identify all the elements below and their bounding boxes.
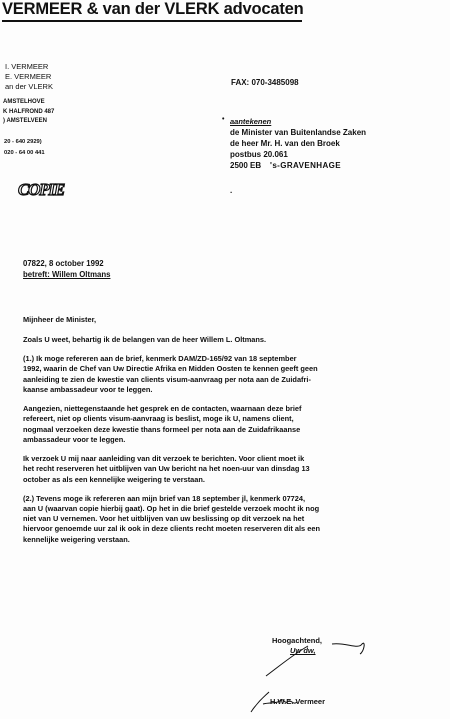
addressee-line: postbus 20.061 — [230, 150, 288, 159]
addressee-block — [230, 116, 366, 171]
subject-line: betreft: Willem Oltmans — [23, 269, 111, 279]
address-line: ) AMSTELVEEN — [3, 118, 48, 124]
addressee-postcode: 2500 EB — [230, 161, 262, 170]
signer-name: H.W.E. Vermeer — [270, 697, 326, 706]
registered-mail-label: aantekenen — [230, 117, 272, 126]
paragraph-1-line: kaanse ambassadeur voor te leggen. — [23, 384, 153, 394]
fax-number: FAX: 070-3485098 — [231, 78, 299, 87]
paragraph-1-line: (1.) Ik moge refereren aan de brief, kenmerk DAM/ZD-165/92 van 18 september — [23, 354, 297, 364]
closing-yours: Uw dw, — [290, 646, 316, 655]
addressee-line: de Minister van Buitenlandse Zaken — [230, 128, 367, 137]
addressee-line: de heer Mr. H. van den Broek — [230, 139, 340, 148]
firm-name: VERMEER & van der VLERK advocaten — [2, 0, 304, 18]
paragraph-4-line: (2.) Tevens moge ik refereren aan mijn brief van 18 september jl, kenmerk 07724, — [23, 494, 306, 504]
lawyer-name: I. VERMEER — [5, 62, 49, 71]
paragraph-4-line: aan U (waarvan copie hierbij gaat). Op het in die brief gestelde verzoek mocht ik nog — [23, 504, 320, 514]
reference-number-date: 07822, 8 october 1992 — [23, 259, 104, 268]
paragraph-4-line: kennelijke weigering verstaan. — [23, 534, 130, 544]
addressee-city-line — [230, 160, 366, 171]
bullet-mark: • — [222, 116, 225, 123]
lawyer-name: an der VLERK — [5, 81, 53, 91]
paragraph-1-line: aanleiding te zien de kwestie van clients visum-aanvraag per nota aan de Zuidafri- — [23, 374, 311, 384]
phone-numbers — [4, 137, 45, 158]
reference-block — [23, 259, 110, 280]
lawyer-name: E. VERMEER — [5, 71, 52, 81]
address-line: AMSTELHOVE — [3, 99, 45, 105]
letterhead-rule — [2, 20, 302, 22]
addressee-city: 's-GRAVENHAGE — [270, 161, 341, 170]
signature-stroke — [262, 640, 382, 680]
paragraph-2-line: refereert, niet op clients visum-aanvraag is beslist, moge ik U, namens client, — [23, 414, 294, 424]
phone-line: 020 - 64 00 441 — [4, 149, 45, 156]
lawyer-names — [5, 62, 53, 91]
intro-sentence: Zoals U weet, behartig ik de belangen van de heer Willem L. Oltmans. — [23, 334, 267, 344]
paragraph-3-line: Ik verzoek U mij naar aanleiding van dit verzoek te berichten. Voor client moet ik — [23, 454, 305, 464]
paragraph-4-line: hiervoor genoemde uur zal ik ook in deze clients recht moeten reserveren dit als een — [23, 524, 320, 534]
paragraph-2-line: Aangezien, niettegenstaande het gesprek en de contacten, waarnaan deze brief — [23, 404, 302, 414]
phone-line: 20 - 640 2929) — [4, 139, 42, 145]
salutation: Mijnheer de Minister, — [23, 315, 97, 324]
paragraph-3-line: het recht reserveren het uitblijven van Uw bericht na het noen-uur van dinsdag 13 — [23, 464, 310, 474]
paragraph-4-line: niet van U vernemen. Voor het uitblijven van uw beslissing op dit verzoek na het — [23, 514, 305, 524]
closing-greeting: Hoogachtend, — [272, 636, 322, 645]
dot-mark: · — [230, 188, 233, 197]
letter-body — [23, 315, 450, 545]
address-line: K HALFROND 487 — [3, 108, 55, 115]
paragraph-2-line: nogmaal verzoeken deze kwestie thans formeel per nota aan de Zuidafrikaanse — [23, 424, 301, 434]
copy-stamp: COPIE — [18, 180, 64, 199]
paragraph-1-line: 1992, waarin de Chef van Uw Directie Afrika en Midden Oosten te kennen geeft geen — [23, 364, 318, 374]
paragraph-3-line: october as als een kennelijke weigering te verstaan. — [23, 474, 205, 484]
paragraph-2-line: ambassadeur voor te leggen. — [23, 434, 126, 444]
office-address — [3, 98, 54, 127]
